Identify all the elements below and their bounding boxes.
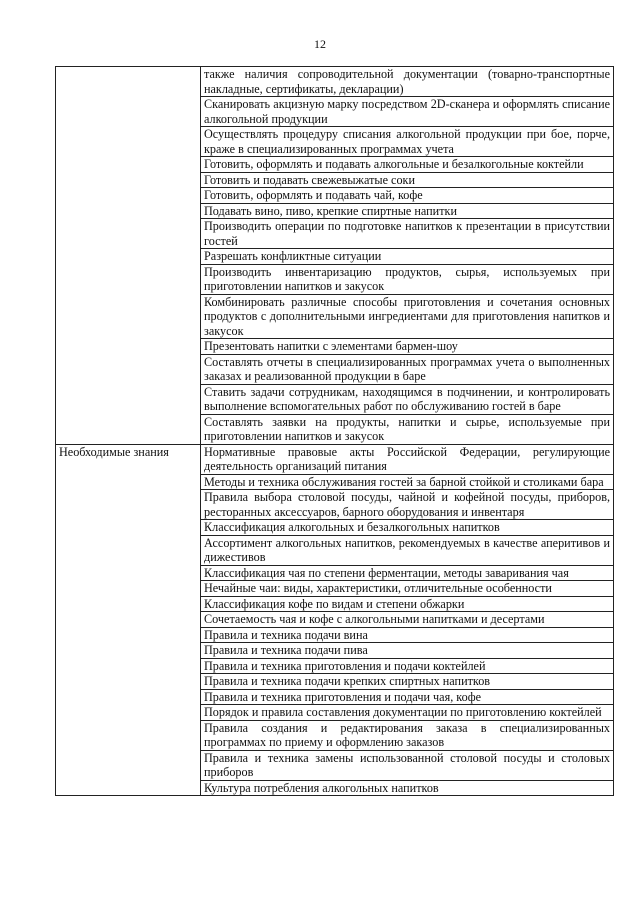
skill-item: Ставить задачи сотрудникам, находящимся в подчинении, и контролировать выполнение вспомогательных работ по обслуживанию гостей в баре bbox=[201, 384, 614, 414]
knowledge-item: Правила выбора столовой посуды, чайной и кофейной посуды, приборов, ресторанных аксессуаров, барного оборудования и инвентаря bbox=[201, 490, 614, 520]
knowledge-item: Правила и техника приготовления и подачи коктейлей bbox=[201, 658, 614, 674]
competency-table bbox=[55, 66, 614, 796]
skill-item: Сканировать акцизную марку посредством 2D-сканера и оформлять списание алкогольной продукции bbox=[201, 97, 614, 127]
knowledge-item: Правила и техника подачи пива bbox=[201, 643, 614, 659]
table-row bbox=[56, 67, 614, 97]
skill-item: Производить операции по подготовке напитков к презентации в присутствии гостей bbox=[201, 219, 614, 249]
knowledge-item: Ассортимент алкогольных напитков, рекомендуемых в качестве аперитивов и дижестивов bbox=[201, 535, 614, 565]
skill-item: Готовить, оформлять и подавать алкогольные и безалкогольные коктейли bbox=[201, 157, 614, 173]
skill-item: Готовить и подавать свежевыжатые соки bbox=[201, 172, 614, 188]
skill-item: Разрешать конфликтные ситуации bbox=[201, 249, 614, 265]
skill-item: также наличия сопроводительной документации (товарно-транспортные накладные, сертификаты, декларации) bbox=[201, 67, 614, 97]
knowledge-item: Сочетаемость чая и кофе с алкогольными напитками и десертами bbox=[201, 612, 614, 628]
knowledge-item: Правила создания и редактирования заказа в специализированных программах по приему и оформлению заказов bbox=[201, 720, 614, 750]
skill-item: Презентовать напитки с элементами бармен-шоу bbox=[201, 339, 614, 355]
table-row bbox=[56, 444, 614, 474]
skill-item: Готовить, оформлять и подавать чай, кофе bbox=[201, 188, 614, 204]
knowledge-item: Правила и техника подачи крепких спиртных напитков bbox=[201, 674, 614, 690]
knowledge-item: Методы и техника обслуживания гостей за барной стойкой и столиками бара bbox=[201, 474, 614, 490]
knowledge-item: Классификация кофе по видам и степени обжарки bbox=[201, 596, 614, 612]
skill-item: Производить инвентаризацию продуктов, сырья, используемых при приготовлении напитков и закусок bbox=[201, 264, 614, 294]
knowledge-item: Правила и техника замены использованной столовой посуды и столовых приборов bbox=[201, 750, 614, 780]
skill-item: Составлять заявки на продукты, напитки и сырье, используемые при приготовлении напитков и закусок bbox=[201, 414, 614, 444]
skill-item: Осуществлять процедуру списания алкогольной продукции при бое, порче, краже в специализированных программах учета bbox=[201, 127, 614, 157]
knowledge-item: Культура потребления алкогольных напитков bbox=[201, 780, 614, 796]
knowledge-item: Классификация чая по степени ферментации, методы заваривания чая bbox=[201, 565, 614, 581]
knowledge-item: Правила и техника подачи вина bbox=[201, 627, 614, 643]
section-label bbox=[56, 67, 201, 445]
knowledge-item: Порядок и правила составления документации по приготовлению коктейлей bbox=[201, 705, 614, 721]
knowledge-item: Правила и техника приготовления и подачи чая, кофе bbox=[201, 689, 614, 705]
knowledge-item: Нормативные правовые акты Российской Федерации, регулирующие деятельность организаций питания bbox=[201, 444, 614, 474]
section-label: Необходимые знания bbox=[56, 444, 201, 796]
knowledge-item: Классификация алкогольных и безалкогольных напитков bbox=[201, 520, 614, 536]
skill-item: Подавать вино, пиво, крепкие спиртные напитки bbox=[201, 203, 614, 219]
skill-item: Комбинировать различные способы приготовления и сочетания основных продуктов с дополнительными ингредиентами для приготовления напитков и закусок bbox=[201, 294, 614, 339]
page-number: 12 bbox=[314, 37, 326, 51]
skill-item: Составлять отчеты в специализированных программах учета о выполненных заказах и реализованной продукции в баре bbox=[201, 354, 614, 384]
knowledge-item: Нечайные чаи: виды, характеристики, отличительные особенности bbox=[201, 581, 614, 597]
